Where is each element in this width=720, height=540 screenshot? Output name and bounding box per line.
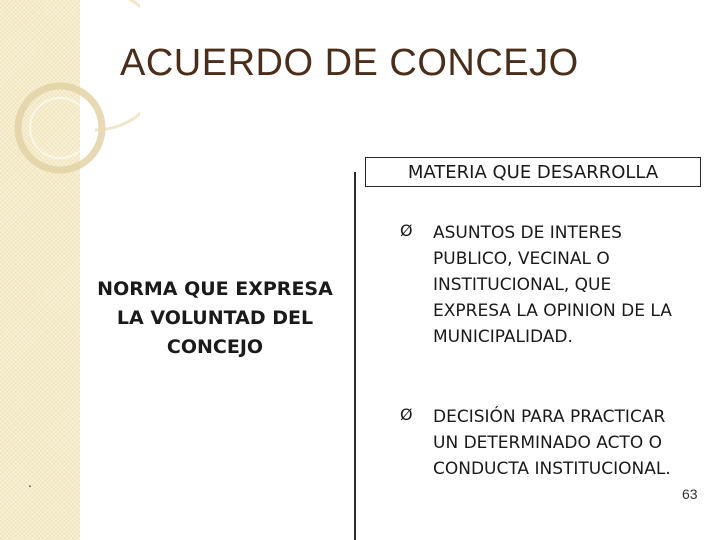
vertical-divider [354, 172, 356, 540]
bullet-item-2 [400, 404, 720, 482]
slide-title: ACUERDO DE CONCEJO [120, 42, 579, 84]
stray-dot: . [28, 474, 32, 490]
arrow-bullet-icon: Ø [400, 221, 413, 240]
bullet-item-1 [400, 220, 720, 350]
bullet-text-1: ASUNTOS DE INTERES PUBLICO, VECINAL O INSTITUCIONAL, QUE EXPRESA LA OPINION DE LA MUNICIPALIDAD. [433, 223, 672, 347]
materia-box-label: MATERIA QUE DESARROLLA [365, 157, 701, 187]
norma-text: NORMA QUE EXPRESA LA VOLUNTAD DEL CONCEJO [97, 278, 333, 358]
page-number: 63 [682, 486, 698, 502]
decorative-rings [0, 0, 140, 220]
bullet-text-2: DECISIÓN PARA PRACTICAR UN DETERMINADO ACTO O CONDUCTA INSTITUCIONAL. [433, 407, 671, 479]
arrow-bullet-icon: Ø [400, 405, 413, 424]
